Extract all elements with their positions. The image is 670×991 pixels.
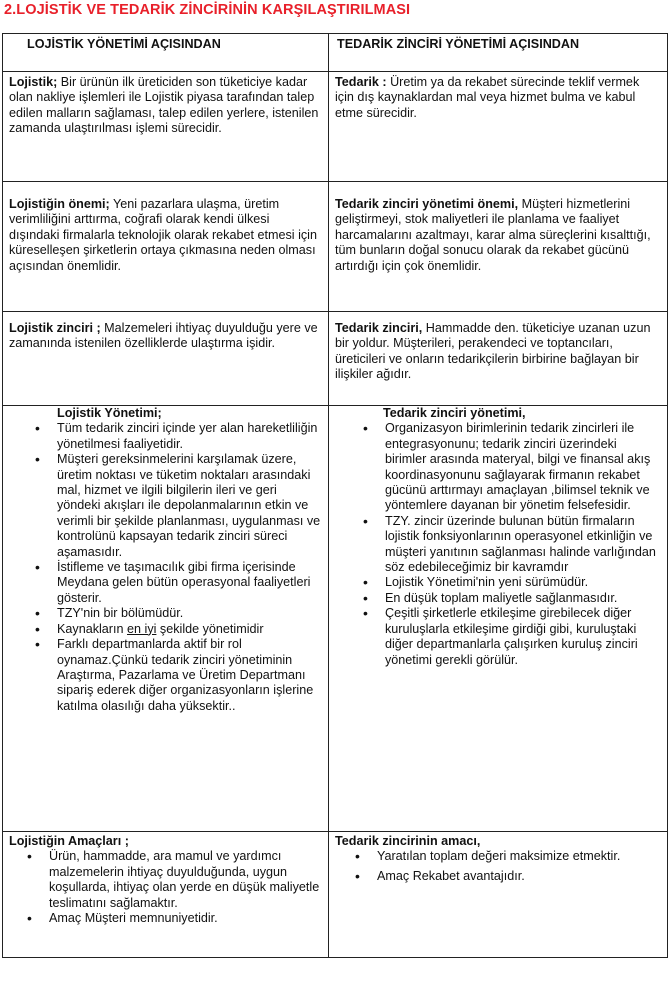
definition-left-term: Lojistik; xyxy=(9,75,58,89)
list-item: • Lojistik Yönetimi'nin yeni sürümüdür. xyxy=(363,575,661,590)
management-right-list xyxy=(335,421,661,668)
importance-left-term: Lojistiğin önemi; xyxy=(9,197,110,211)
list-item: • Amaç Rekabet avantajıdır. xyxy=(355,869,661,884)
list-item: • Organizasyon birimlerinin tedarik zincirleri ile entegrasyonunu; tedarik zinciri üzerindeki birimler arasında materyal, bilgi ve finansal akış koordinasyonunu sağlayarak firmanın rekabet gücünü arttırmayı amaçlayan ,bilimsel teknik ve yöntemlere dayanan bir yönetim felsefesidir. xyxy=(363,421,661,513)
importance-right-cell xyxy=(329,182,668,312)
definition-right-text: Üretim ya da rekabet sürecinde teklif vermek için dış kaynaklardan mal veya hizmet bulma ve kabul etme sürecidir. xyxy=(335,75,640,120)
goals-left-cell xyxy=(3,832,329,958)
header-left: LOJİSTİK YÖNETİMİ AÇISINDAN xyxy=(3,34,329,72)
chain-left-cell xyxy=(3,312,329,406)
chain-right-text: Hammadde den. tüketiciye uzanan uzun bir yoldur. Müşterileri, perakendeci ve toptancıları, üreticileri ve onların tedarikçilerin birbirine bağlayan bir ilişkiler ağıdır. xyxy=(335,321,651,382)
list-item: • Çeşitli şirketlerle etkileşime girebilecek diğer kuruluşlarla etkileşime girdiği gibi, kuruluştaki diğer departmanlarla çalışırken kuruluş zinciri yönetimi gerekli görülür. xyxy=(363,606,661,668)
importance-right-text: Müşteri hizmetlerini geliştirmeyi, stok maliyetleri ile planlama ve faaliyet harcamalarını azaltmayı, karar alma süreçlerini kısalttığı, tüm bunların doğal sonucu olarak da rekabet gücünü artırdığı için çok önemlidir. xyxy=(335,197,651,273)
list-item: • TZY'nin bir bölümüdür. xyxy=(35,606,322,621)
chain-left-text: Malzemeleri ihtiyaç duyulduğu yere ve zamanında istenilen özelliklerde ulaştırma işidir. xyxy=(9,321,318,351)
list-item: • En düşük toplam maliyetle sağlanmasıdır. xyxy=(363,591,661,606)
comparison-table xyxy=(2,33,668,958)
goals-right-list xyxy=(335,849,661,884)
list-item: • İstifleme ve taşımacılık gibi firma içerisinde Meydana gelen bütün operasyonal faaliyetleri gösterir. xyxy=(35,560,322,606)
management-left-head: Lojistik Yönetimi; xyxy=(57,406,162,420)
goals-left-list xyxy=(9,849,322,926)
goals-right-head: Tedarik zincirinin amacı, xyxy=(335,834,481,848)
list-item: • TZY. zincir üzerinde bulunan bütün firmaların lojistik fonksiyonlarının operasyonel etkinliğin ve müşteri yanıtının sağlanması halinde varlığından söz edebileceğimiz bir kavramdır xyxy=(363,514,661,576)
importance-row xyxy=(3,182,668,312)
importance-left-text: Yeni pazarlara ulaşma, üretim verimliliğini arttırma, coğrafi olarak kendi ülkesi dışındaki firmalarla teknolojik olarak rekabet etmesi için küreselleşen şirketlerin ortaya çıkmasına neden olması açısından önemlidir. xyxy=(9,197,317,273)
definition-right-term: Tedarik : xyxy=(335,75,387,89)
list-item: • Amaç Müşteri memnuniyetidir. xyxy=(27,911,322,926)
list-item: • Ürün, hammadde, ara mamul ve yardımcı malzemelerin ihtiyaç duyulduğunda, uygun koşullarda, ihtiyaç olan yerde en düşük maliyetle teslimatını sağlamaktır. xyxy=(27,849,322,911)
goals-left-head: Lojistiğin Amaçları ; xyxy=(9,834,129,848)
list-item: • Kaynakların en iyi şekilde yönetimidir xyxy=(35,622,322,637)
management-row xyxy=(3,406,668,832)
header-row xyxy=(3,34,668,72)
definition-row xyxy=(3,72,668,182)
header-right: TEDARİK ZİNCİRİ YÖNETİMİ AÇISINDAN xyxy=(329,34,668,72)
list-item: • Yaratılan toplam değeri maksimize etmektir. xyxy=(355,849,661,864)
goals-right-cell xyxy=(329,832,668,958)
chain-right-term: Tedarik zinciri, xyxy=(335,321,423,335)
importance-right-term: Tedarik zinciri yönetimi önemi, xyxy=(335,197,519,211)
goals-row xyxy=(3,832,668,958)
management-left-list xyxy=(9,421,322,714)
chain-row xyxy=(3,312,668,406)
list-item: • Tüm tedarik zinciri içinde yer alan hareketliliğin yönetilmesi faaliyetidir. xyxy=(35,421,322,452)
list-item: • Farklı departmanlarda aktif bir rol oynamaz.Çünkü tedarik zinciri yönetiminin Araştırma, Pazarlama ve Üretim Departmanı sipariş ederek diğer organizasyonların işlerine katılma olasılığı daha yüksektir.. xyxy=(35,637,322,714)
page-title: 2.LOJİSTİK VE TEDARİK ZİNCİRİNİN KARŞILAŞTIRILMASI xyxy=(4,2,411,18)
chain-right-cell xyxy=(329,312,668,406)
definition-right-cell xyxy=(329,72,668,182)
definition-left-cell xyxy=(3,72,329,182)
definition-left-text: Bir ürünün ilk üreticiden son tüketiciye kadar olan nakliye işlemleri ile Lojistik piyasa tarafından talep edilen malların sağlaması, talep edilen yerlere, istenilen zamanda ulaştırılması işlemi sürecidir. xyxy=(9,75,319,136)
importance-left-cell xyxy=(3,182,329,312)
list-item: • Müşteri gereksinmelerini karşılamak üzere, üretim noktası ve tüketim noktaları arasındaki mal, hizmet ve ilgili bilgilerin ileri ve geri yöndeki akışları ile depolanmalarının etkin ve verimli bir şekilde planlanması, uygulanması ve kontrolünü kapsayan tedarik zinciri süreci aşamasıdır. xyxy=(35,452,322,560)
underlined-text: en iyi xyxy=(127,621,157,636)
management-right-head: Tedarik zinciri yönetimi, xyxy=(383,406,526,420)
chain-left-term: Lojistik zinciri ; xyxy=(9,321,101,335)
management-right-cell xyxy=(329,406,668,832)
management-left-cell xyxy=(3,406,329,832)
